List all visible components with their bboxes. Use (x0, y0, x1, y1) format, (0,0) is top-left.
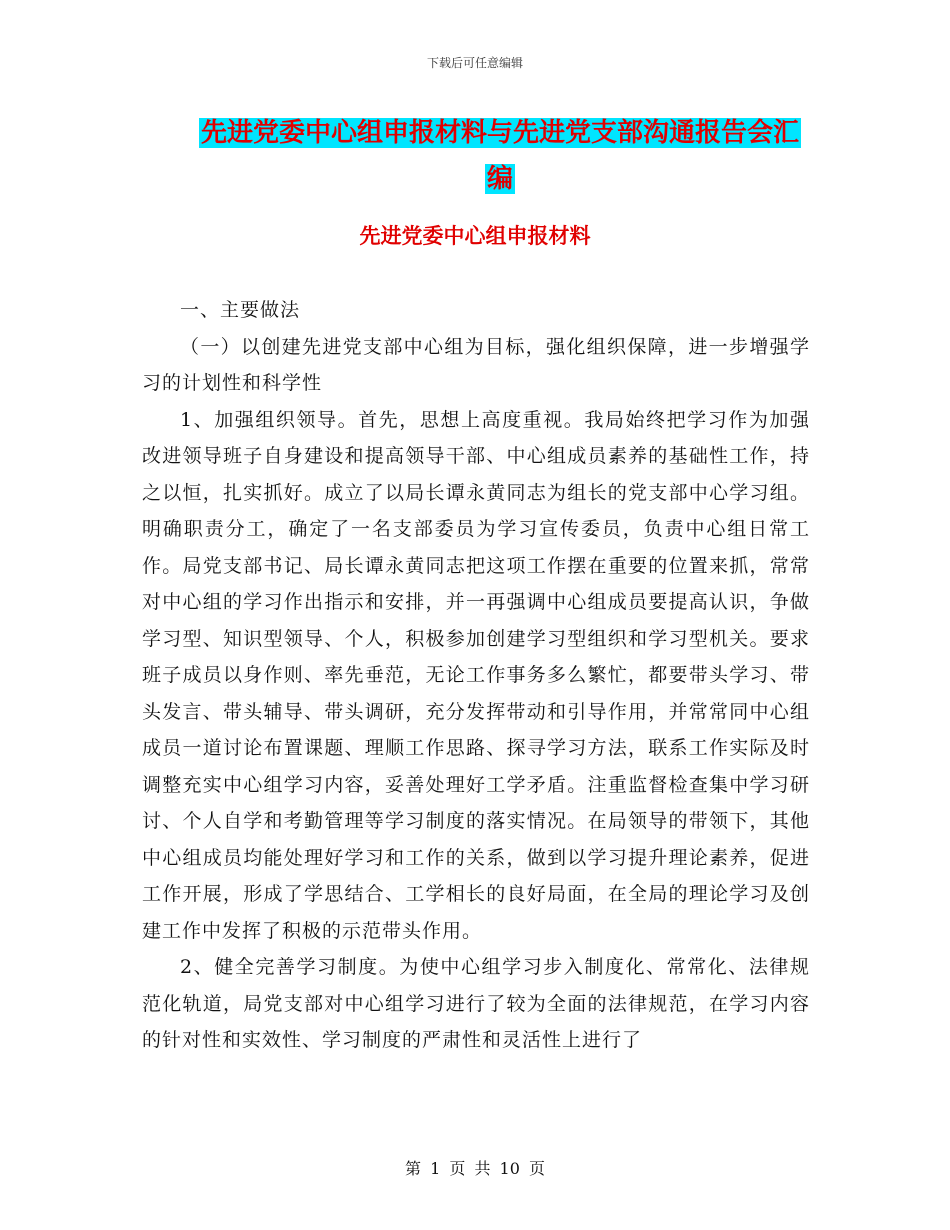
page-number: 第 1 页 共 10 页 (405, 1159, 545, 1178)
section-subtitle: 先进党委中心组申报材料 (359, 224, 591, 248)
body-paragraph-1: 1、加强组织领导。首先，思想上高度重视。我局始终把学习作为加强改进领导班子自身建设和提高领导干部、中心组成员素养的基础性工作，持之以恒，扎实抓好。成立了以局长谭永黄同志为组长的党支部中心学习组。明确职责分工，确定了一名支部委员为学习宣传委员，负责中心组日常工作。局党支部书记、局长谭永黄同志把这项工作摆在重要的位置来抓，常常对中心组的学习作出指示和安排，并一再强调中心组成员要提高认识，争做学习型、知识型领导、个人，积极参加创建学习型组织和学习型机关。要求班子成员以身作则、率先垂范，无论工作事务多么繁忙，都要带头学习、带头发言、带头辅导、带头调研，充分发挥带动和引导作用，并常常同中心组成员一道讨论布置课题、理顺工作思路、探寻学习方法，联系工作实际及时调整充实中心组学习内容，妥善处理好工学矛盾。注重监督检查集中学习研讨、个人自学和考勤管理等学习制度的落实情况。在局领导的带领下，其他中心组成员均能处理好学习和工作的关系，做到以学习提升理论素养，促进工作开展，形成了学思结合、工学相长的良好局面，在全局的理论学习及创建工作中发挥了积极的示范带头作用。 (142, 408, 810, 942)
title-highlight-2: 编 (486, 164, 513, 194)
document-title-line-2 (190, 156, 810, 202)
document-title-line-1 (190, 110, 810, 156)
body-paragraph-2: 2、健全完善学习制度。为使中心组学习步入制度化、常常化、法律规范化轨道，局党支部对中心组学习进行了较为全面的法律规范，在学习内容的针对性和实效性、学习制度的严肃性和灵活性上进行了 (142, 956, 810, 1051)
document-title (190, 110, 810, 202)
document-body (142, 292, 810, 1059)
section-heading: 一、主要做法 (180, 299, 301, 321)
title-highlight-1: 先进党委中心组申报材料与先进党支部沟通报告会汇 (200, 118, 799, 148)
subsection-heading: （一）以创建先进党支部中心组为目标，强化组织保障，进一步增强学习的计划性和科学性 (142, 335, 810, 394)
header-note: 下载后可任意编辑 (426, 56, 523, 70)
